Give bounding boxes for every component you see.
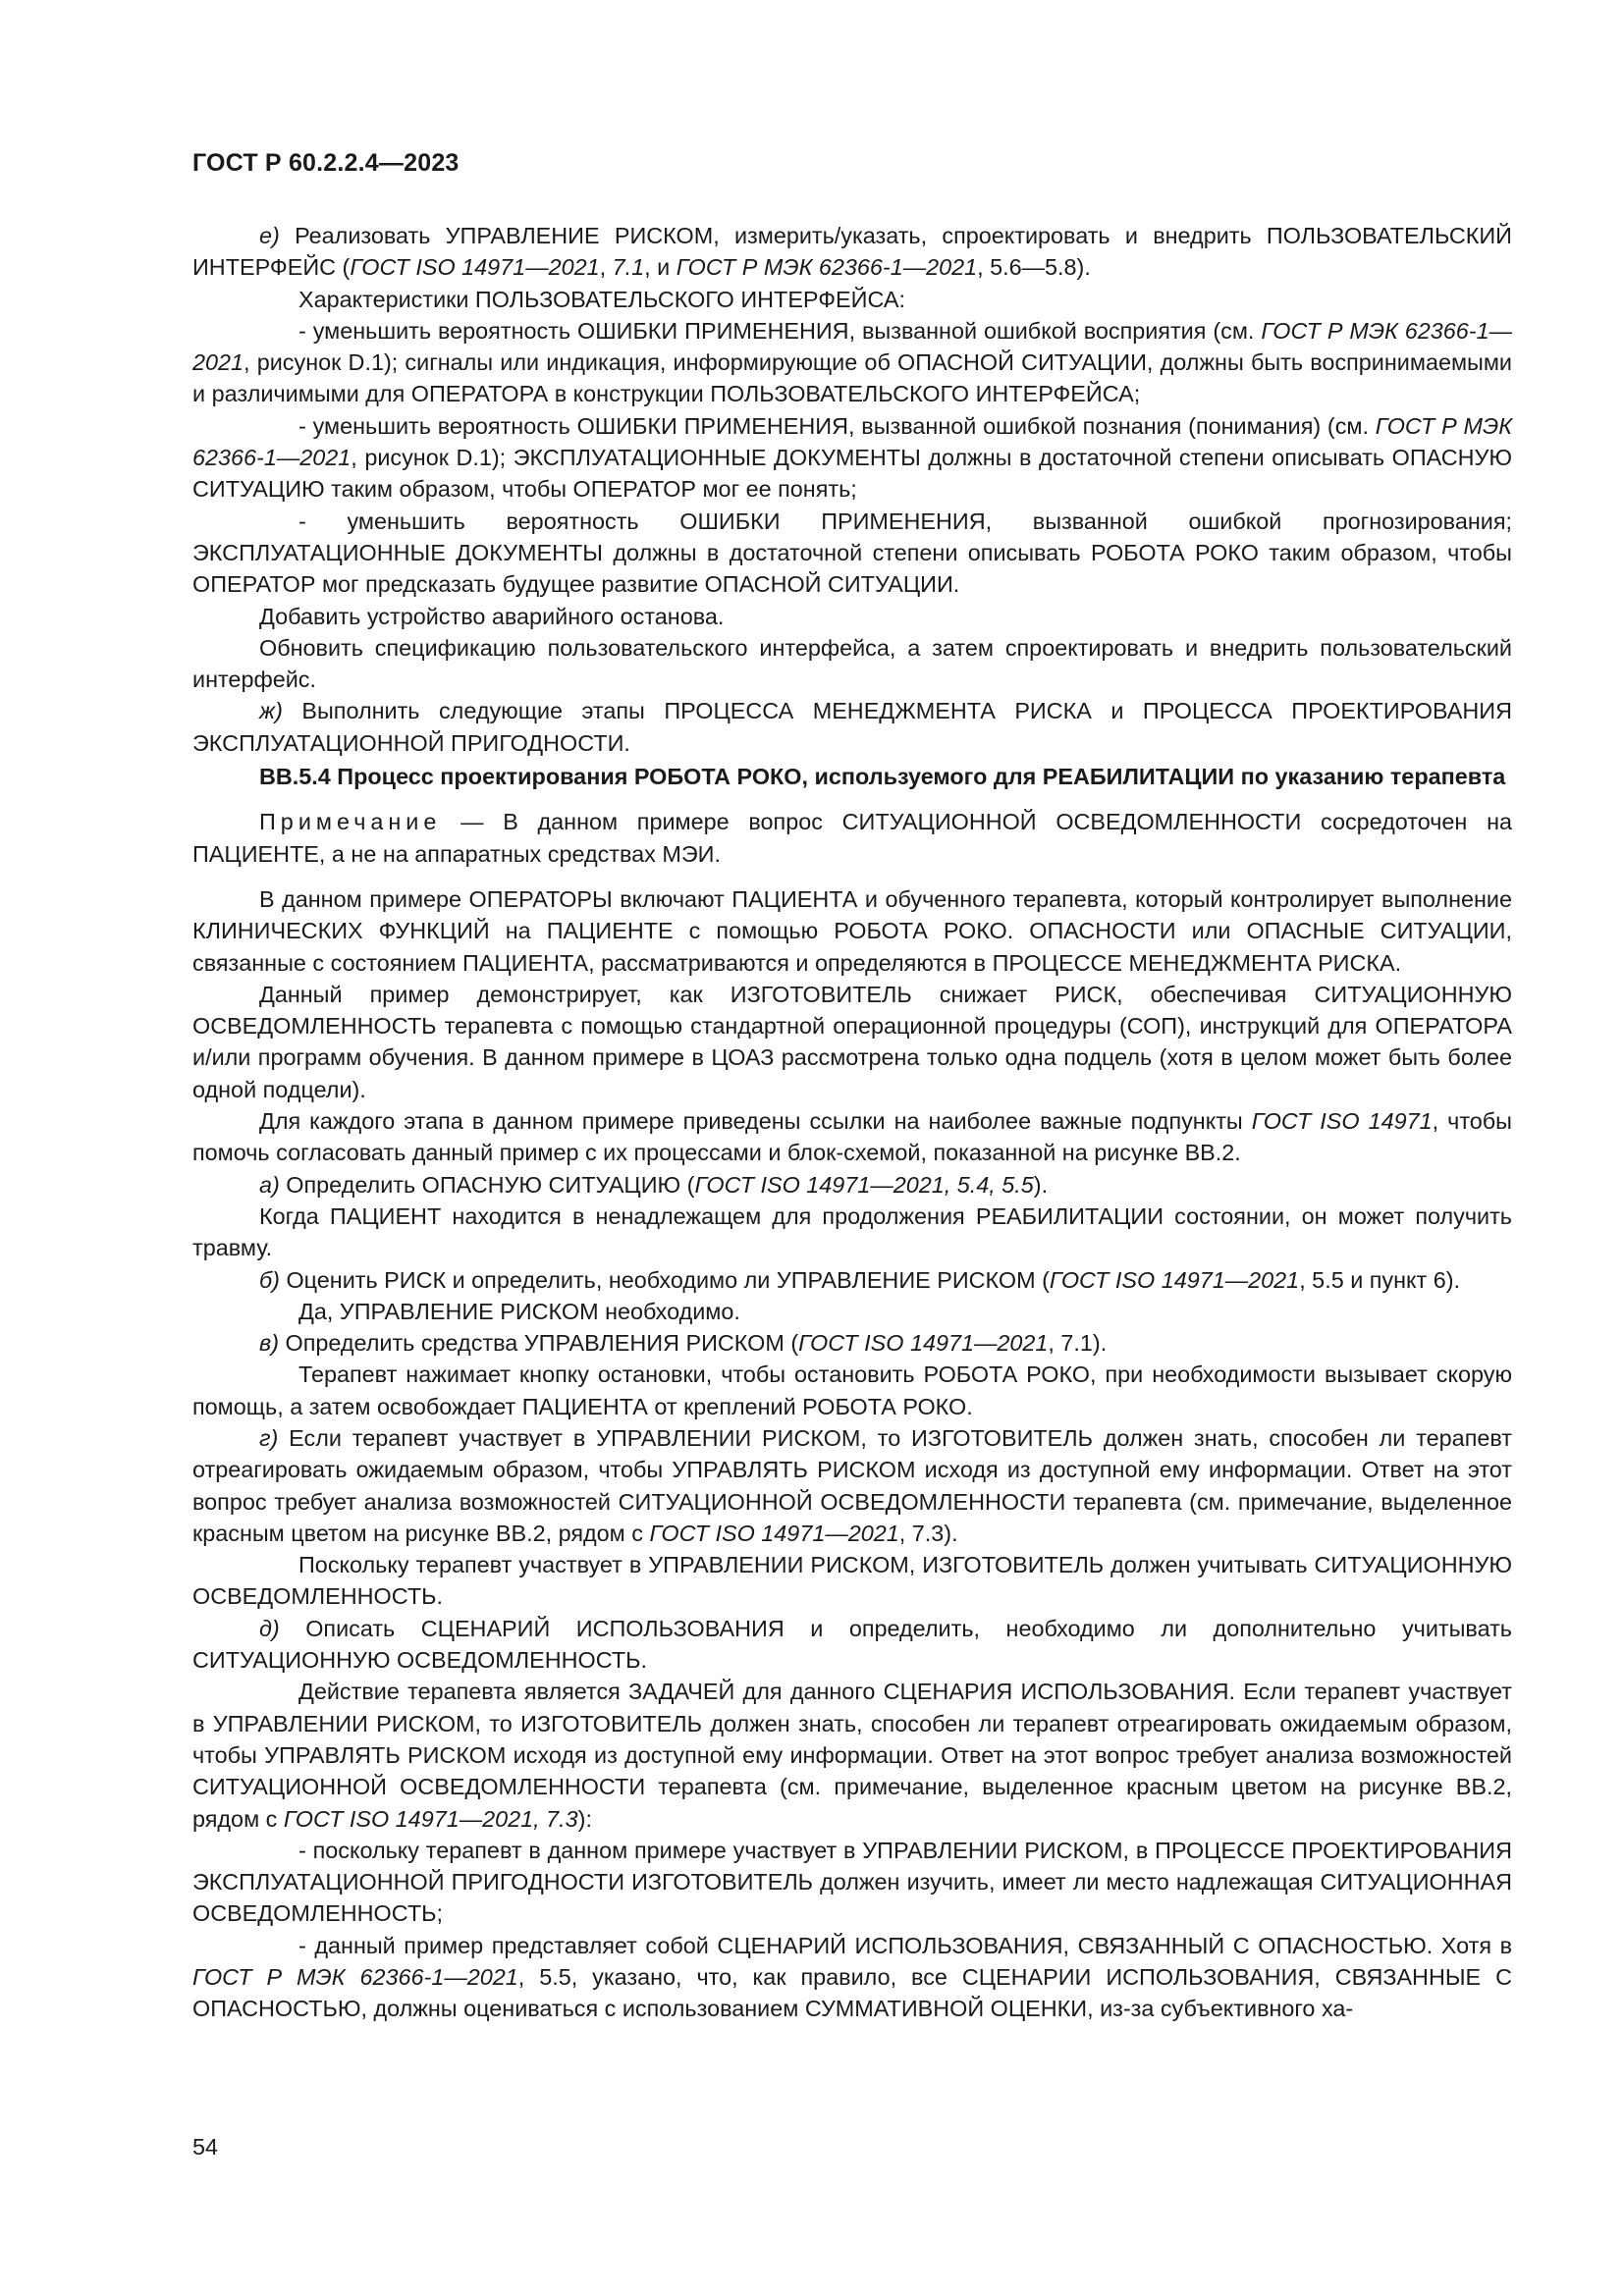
page-body bbox=[192, 220, 1512, 2025]
list-item: - уменьшить вероятность ОШИБКИ ПРИМЕНЕНИЯ, вызванной ошибкой познания (понимания) (см. ГОСТ Р МЭК 62366-1—2021, рисунок D.1); ЭКСПЛУАТАЦИОННЫЕ ДОКУМЕНТЫ должны в достаточной степени описывать ОПАСНУЮ СИТУАЦИЮ таким образом, чтобы ОПЕРАТОР мог ее понять; bbox=[192, 412, 1512, 503]
paragraph: Данный пример демонстрирует, как ИЗГОТОВИТЕЛЬ снижает РИСК, обеспечивая СИТУАЦИОННУЮ ОСВЕДОМЛЕННОСТЬ терапевта с помощью стандартной операционной процедуры (СОП), инструкций для ОПЕРАТОРА и/или программ обучения. В данном примере в ЦОАЗ рассмотрена только одна подцель (хотя в целом может быть более одной подцели). bbox=[192, 981, 1512, 1102]
paragraph: Когда ПАЦИЕНТ находится в ненадлежащем для продолжения РЕАБИЛИТАЦИИ состоянии, он может получить травму. bbox=[192, 1202, 1512, 1261]
paragraph: г) Если терапевт участвует в УПРАВЛЕНИИ РИСКОМ, то ИЗГОТОВИТЕЛЬ должен знать, способен ли терапевт отреагировать ожидаемым образом, чтобы УПРАВЛЯТЬ РИСКОМ исходя из доступной ему информации. Ответ на этот вопрос требует анализа возможностей СИТУАЦИОННОЙ ОСВЕДОМЛЕННОСТИ терапевта (см. примечание, выделенное красным цветом на рисунке ВВ.2, рядом с ГОСТ ISO 14971—2021, 7.3). bbox=[192, 1424, 1512, 1546]
paragraph: В данном примере ОПЕРАТОРЫ включают ПАЦИЕНТА и обученного терапевта, который контролирует выполнение КЛИНИЧЕСКИХ ФУНКЦИЙ на ПАЦИЕНТЕ с помощью РОБОТА РОКО. ОПАСНОСТИ или ОПАСНЫЕ СИТУАЦИИ, связанные с состоянием ПАЦИЕНТА, рассматриваются и определяются в ПРОЦЕССЕ МЕНЕДЖМЕНТА РИСКА. bbox=[192, 885, 1512, 976]
list-item: - уменьшить вероятность ОШИБКИ ПРИМЕНЕНИЯ, вызванной ошибкой прогнозирования; ЭКСПЛУАТАЦИОННЫЕ ДОКУМЕНТЫ должны в достаточной степени описывать РОБОТА РОКО таким образом, чтобы ОПЕРАТОР мог предсказать будущее развитие ОПАСНОЙ СИТУАЦИИ. bbox=[192, 507, 1512, 598]
paragraph: е) Реализовать УПРАВЛЕНИЕ РИСКОМ, измерить/указать, спроектировать и внедрить ПОЛЬЗОВАТЕЛЬСКИЙ ИНТЕРФЕЙС (ГОСТ ISO 14971—2021, 7.1, и ГОСТ Р МЭК 62366-1—2021, 5.6—5.8). bbox=[192, 223, 1512, 281]
paragraph: в) Определить средства УПРАВЛЕНИЯ РИСКОМ (ГОСТ ISO 14971—2021, 7.1). bbox=[259, 1330, 1108, 1357]
note: Примечание — В данном примере вопрос СИТУАЦИОННОЙ ОСВЕДОМЛЕННОСТИ сосредоточен на ПАЦИЕНТЕ, а не на аппаратных средствах МЭИ. bbox=[192, 809, 1512, 867]
paragraph: Для каждого этапа в данном примере приведены ссылки на наиболее важные подпункты ГОСТ ISO 14971, чтобы помочь согласовать данный пример с их процессами и блок-схемой, показанной на рисунке ВВ.2. bbox=[192, 1108, 1512, 1166]
section-heading: ВВ.5.4 Процесс проектирования РОБОТА РОКО, используемого для РЕАБИЛИТАЦИИ по указанию терапевта bbox=[259, 764, 1506, 790]
paragraph: Действие терапевта является ЗАДАЧЕЙ для данного СЦЕНАРИЯ ИСПОЛЬЗОВАНИЯ. Если терапевт участвует в УПРАВЛЕНИИ РИСКОМ, то ИЗГОТОВИТЕЛЬ должен знать, способен ли терапевт отреагировать ожидаемым образом, чтобы УПРАВЛЯТЬ РИСКОМ исходя из доступной ему информации. Ответ на этот вопрос требует анализа возможностей СИТУАЦИОННОЙ ОСВЕДОМЛЕННОСТИ терапевта (см. примечание, выделенное красным цветом на рисунке ВВ.2, рядом с ГОСТ ISO 14971—2021, 7.3): bbox=[192, 1679, 1512, 1832]
paragraph: Терапевт нажимает кнопку остановки, чтобы остановить РОБОТА РОКО, при необходимости вызывает скорую помощь, а затем освобождает ПАЦИЕНТА от креплений РОБОТА РОКО. bbox=[192, 1362, 1512, 1419]
list-item: - поскольку терапевт в данном примере участвует в УПРАВЛЕНИИ РИСКОМ, в ПРОЦЕССЕ ПРОЕКТИРОВАНИЯ ЭКСПЛУАТАЦИОННОЙ ПРИГОДНОСТИ ИЗГОТОВИТЕЛЬ должен изучить, имеет ли место надлежащая СИТУАЦИОННАЯ ОСВЕДОМЛЕННОСТЬ; bbox=[192, 1837, 1512, 1927]
paragraph: Обновить спецификацию пользовательского интерфейса, а затем спроектировать и внедрить пользовательский интерфейс. bbox=[192, 634, 1512, 693]
paragraph: Характеристики ПОЛЬЗОВАТЕЛЬСКОГО ИНТЕРФЕЙСА: bbox=[298, 286, 905, 312]
list-item: - уменьшить вероятность ОШИБКИ ПРИМЕНЕНИЯ, вызванной ошибкой восприятия (см. ГОСТ Р МЭК 62366-1—2021, рисунок D.1); сигналы или индикация, информирующие об ОПАСНОЙ СИТУАЦИИ, должны быть воспринимаемыми и различимыми для ОПЕРАТОРА в конструкции ПОЛЬЗОВАТЕЛЬСКОГО ИНТЕРФЕЙСА; bbox=[192, 317, 1512, 407]
paragraph: Добавить устройство аварийного останова. bbox=[259, 603, 725, 629]
paragraph: а) Определить ОПАСНУЮ СИТУАЦИЮ (ГОСТ ISO 14971—2021, 5.4, 5.5). bbox=[259, 1171, 1049, 1198]
list-item: - данный пример представляет собой СЦЕНАРИЙ ИСПОЛЬЗОВАНИЯ, СВЯЗАННЫЙ С ОПАСНОСТЬЮ. Хотя в ГОСТ Р МЭК 62366-1—2021, 5.5, указано, что, как правило, все СЦЕНАРИИ ИСПОЛЬЗОВАНИЯ, СВЯЗАННЫЕ С ОПАСНОСТЬЮ, должны оцениваться с использованием СУММАТИВНОЙ ОЦЕНКИ, из-за субъективного ха- bbox=[192, 1932, 1512, 2022]
page-number: 54 bbox=[192, 2134, 219, 2160]
paragraph: Да, УПРАВЛЕНИЕ РИСКОМ необходимо. bbox=[298, 1298, 740, 1324]
paragraph: ж) Выполнить следующие этапы ПРОЦЕССА МЕНЕДЖМЕНТА РИСКА и ПРОЦЕССА ПРОЕКТИРОВАНИЯ ЭКСПЛУАТАЦИОННОЙ ПРИГОДНОСТИ. bbox=[192, 698, 1512, 756]
document-header: ГОСТ Р 60.2.2.4—2023 bbox=[192, 149, 460, 177]
paragraph: д) Описать СЦЕНАРИЙ ИСПОЛЬЗОВАНИЯ и определить, необходимо ли дополнительно учитывать СИТУАЦИОННУЮ ОСВЕДОМЛЕННОСТЬ. bbox=[192, 1615, 1512, 1674]
paragraph: Поскольку терапевт участвует в УПРАВЛЕНИИ РИСКОМ, ИЗГОТОВИТЕЛЬ должен учитывать СИТУАЦИОННУЮ ОСВЕДОМЛЕННОСТЬ. bbox=[192, 1552, 1512, 1610]
paragraph: б) Оценить РИСК и определить, необходимо ли УПРАВЛЕНИЕ РИСКОМ (ГОСТ ISO 14971—2021, 5.5 и пункт 6). bbox=[259, 1266, 1461, 1293]
note-label: Примечание bbox=[259, 809, 442, 835]
